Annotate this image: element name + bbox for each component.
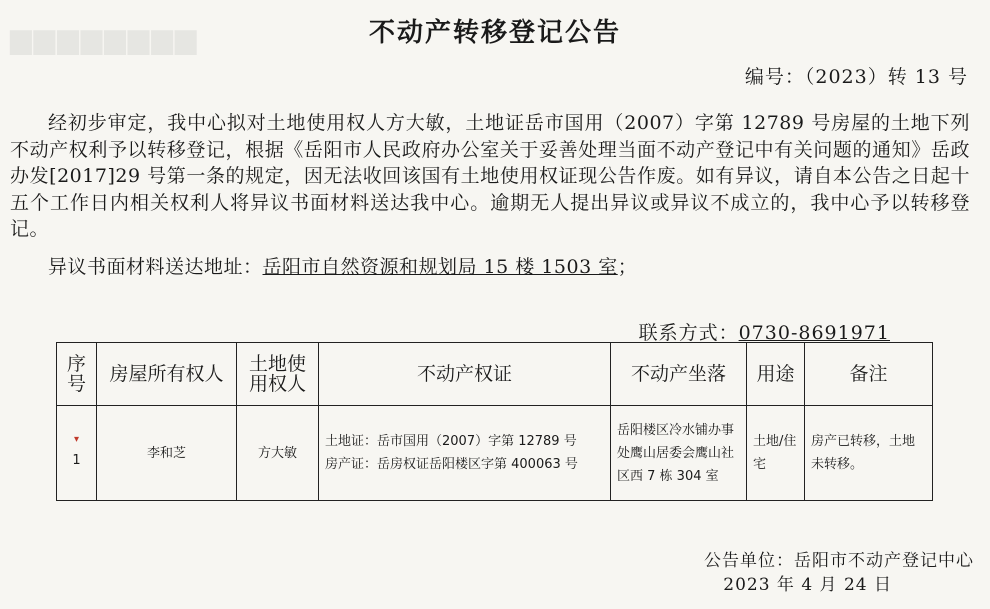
issuing-unit-label: 公告单位： [704,551,794,571]
header-usage: 用途 [747,343,805,406]
objection-address-end: ； [617,256,638,278]
contact-phone: 0730-8691971 [738,322,890,344]
contact-info [639,318,890,345]
cell-certificate [319,406,611,501]
table-header-row [57,343,933,406]
header-owner: 房屋所有权人 [97,343,237,406]
header-certificate: 不动产权证 [319,343,611,406]
cell-usage: 土地/住宅 [747,406,805,501]
header-serial: 序号 [57,343,97,406]
notice-date: 2023 年 4 月 24 日 [723,575,892,595]
cell-serial [57,406,97,501]
objection-address [48,252,637,279]
header-land-user: 土地使用权人 [237,343,319,406]
notice-number-value: （2023）转 13 号 [804,66,968,88]
header-remark: 备注 [805,343,933,406]
issuing-unit-name: 岳阳市不动产登记中心 [794,551,974,571]
issuing-unit [704,546,974,571]
registration-table [56,342,933,501]
notice-number [745,62,968,89]
red-mark: ▾ [73,433,80,445]
objection-address-label: 异议书面材料送达地址： [48,256,263,278]
contact-label: 联系方式： [638,322,739,344]
cell-owner: 李和芝 [97,406,237,501]
cell-location: 岳阳楼区冷水铺办事处鹰山居委会鹰山社区西 7 栋 304 室 [611,406,747,501]
objection-address-value: 岳阳市自然资源和规划局 15 楼 1503 室 [262,256,618,278]
land-certificate: 土地证：岳市国用（2007）字第 12789 号 [325,434,577,449]
notice-title: 不动产转移登记公告 [368,18,621,48]
cell-remark: 房产已转移，土地未转移。 [805,406,933,501]
serial-value: 1 [72,452,81,468]
notice-body: 经初步审定，我中心拟对土地使用权人方大敏，土地证岳市国用（2007）字第 12789 号房屋的土地下列不动产权利予以转移登记，根据《岳阳市人民政府办公室关于妥善处理当面不动产登记中有关问题的通知》岳政办发[2017]29 号第一条的规定，因无法收回该国有土地使用权证现公告作废。如有异议，请自本公告之日起十五个工作日内相关权利人将异议书面材料送达我中心。逾期无人提出异议或异议不成立的，我中心予以转移登记。 [10,112,970,240]
table-row [57,406,933,501]
header-location: 不动产坐落 [611,343,747,406]
house-certificate: 房产证：岳房权证岳阳楼区字第 400063 号 [325,457,578,472]
cell-land-user: 方大敏 [237,406,319,501]
faint-bleedthrough-text: ▆▆▆▆▆▆▆▆ [10,22,199,55]
notice-number-label: 编号： [744,66,805,88]
